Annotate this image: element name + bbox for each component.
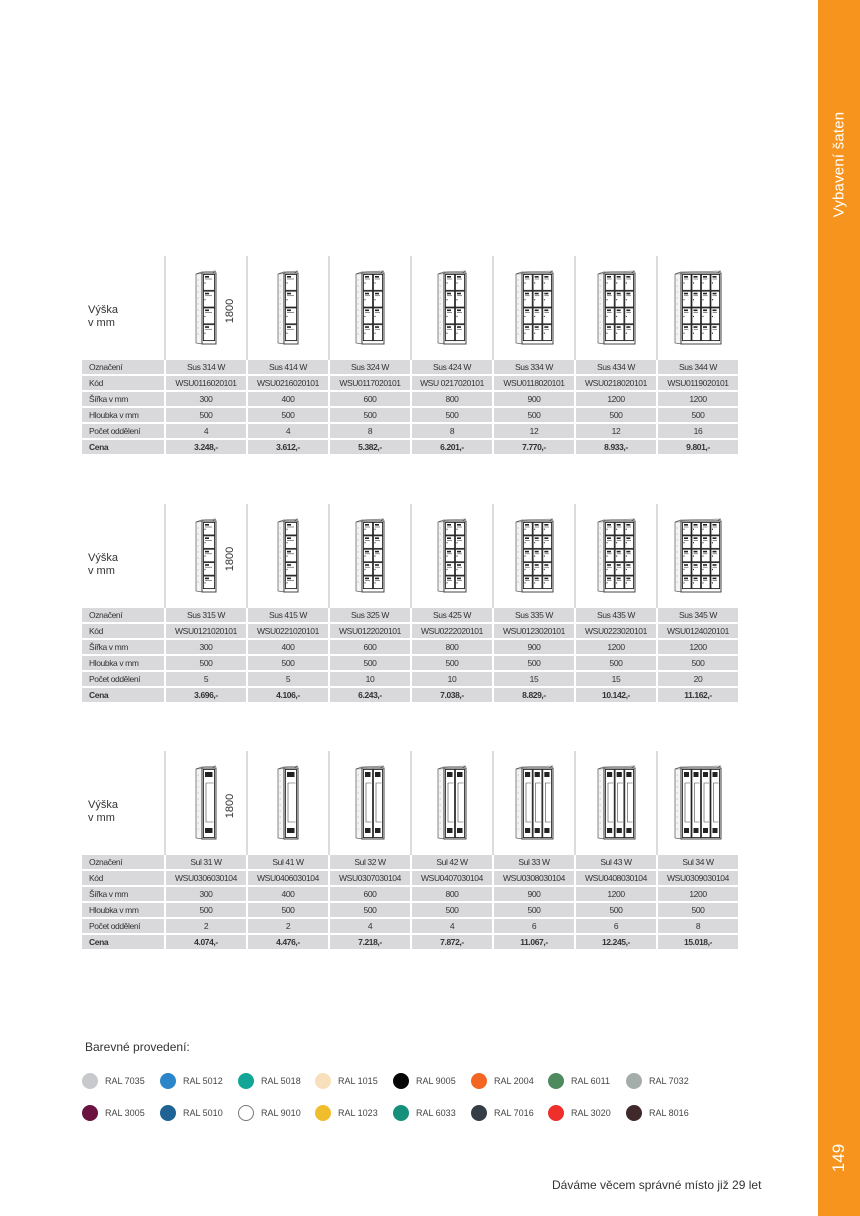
- cell-code: WSU0306030104: [164, 871, 246, 887]
- cell-code: WSU0118020101: [492, 376, 574, 392]
- cell-name: Sul 43 W: [574, 855, 656, 871]
- color-name: RAL 6033: [416, 1108, 456, 1118]
- color-name: RAL 5012: [183, 1076, 223, 1086]
- locker-icon: [597, 518, 636, 594]
- cell-price: 4.476,-: [246, 935, 328, 951]
- color-swatch: [393, 1105, 456, 1121]
- color-swatch: [82, 1073, 145, 1089]
- cell-name: Sus 434 W: [574, 360, 656, 376]
- cell-price: 8.933,-: [574, 440, 656, 456]
- color-dot-icon: [82, 1105, 98, 1121]
- cell-width: 300: [164, 640, 246, 656]
- height-label-line1: Výška: [88, 552, 118, 564]
- locker-icon: [355, 518, 385, 594]
- color-dot-icon: [548, 1105, 564, 1121]
- locker-illustration-cell: [492, 751, 574, 855]
- locker-icon: [355, 765, 385, 841]
- cell-price: 3.612,-: [246, 440, 328, 456]
- cell-compartments: 8: [410, 424, 492, 440]
- cell-code: WSU0221020101: [246, 624, 328, 640]
- table-row: [82, 935, 738, 951]
- cell-compartments: 16: [656, 424, 738, 440]
- spec-table: [82, 855, 738, 951]
- color-dot-icon: [471, 1073, 487, 1089]
- row-label: Označení: [82, 608, 164, 624]
- cell-price: 7.218,-: [328, 935, 410, 951]
- cell-width: 900: [492, 640, 574, 656]
- cell-code: WSU0307030104: [328, 871, 410, 887]
- cell-width: 800: [410, 640, 492, 656]
- color-name: RAL 9005: [416, 1076, 456, 1086]
- color-swatch: [626, 1105, 689, 1121]
- locker-icon: [674, 270, 722, 346]
- row-label: Označení: [82, 360, 164, 376]
- cell-depth: 500: [574, 903, 656, 919]
- locker-icon: [195, 765, 217, 841]
- locker-illustration-cell: [574, 504, 656, 608]
- row-label: Kód: [82, 871, 164, 887]
- locker-illustration-cell: [328, 504, 410, 608]
- cell-width: 400: [246, 392, 328, 408]
- cell-code: WSU0408030104: [574, 871, 656, 887]
- table-row: [82, 672, 738, 688]
- locker-illustration-cell: [492, 256, 574, 360]
- height-label-line2: v mm: [88, 565, 115, 577]
- cell-code: WSU 0217020101: [410, 376, 492, 392]
- colors-title: Barevné provedení:: [85, 1040, 190, 1054]
- cell-depth: 500: [328, 903, 410, 919]
- cell-code: WSU0216020101: [246, 376, 328, 392]
- cell-code: WSU0309030104: [656, 871, 738, 887]
- locker-illustration-cell: [410, 504, 492, 608]
- locker-illustration-cell: [492, 504, 574, 608]
- height-label: [88, 304, 118, 330]
- locker-icon: [437, 518, 467, 594]
- color-swatch: [548, 1105, 611, 1121]
- color-name: RAL 7016: [494, 1108, 534, 1118]
- cell-price: 6.243,-: [328, 688, 410, 704]
- height-value-text: 1800: [223, 793, 236, 819]
- height-label: [88, 799, 118, 825]
- cell-depth: 500: [328, 408, 410, 424]
- cell-width: 900: [492, 887, 574, 903]
- cell-depth: 500: [410, 408, 492, 424]
- color-swatch: [238, 1105, 301, 1121]
- color-dot-icon: [160, 1073, 176, 1089]
- height-label: [88, 552, 118, 578]
- page-number: [818, 1138, 860, 1178]
- table-row: [82, 640, 738, 656]
- locker-illustration-cell: [164, 256, 246, 360]
- table-row: [82, 608, 738, 624]
- cell-width: 300: [164, 887, 246, 903]
- table-row: [82, 871, 738, 887]
- table-row: [82, 855, 738, 871]
- locker-illustration-cell: [656, 256, 738, 360]
- illustration-row: [82, 256, 738, 360]
- cell-compartments: 12: [574, 424, 656, 440]
- locker-illustration-cell: [246, 751, 328, 855]
- locker-illustration-cell: [164, 751, 246, 855]
- cell-price: 11.067,-: [492, 935, 574, 951]
- cell-name: Sus 314 W: [164, 360, 246, 376]
- illustration-row: [82, 504, 738, 608]
- color-name: RAL 5010: [183, 1108, 223, 1118]
- table-row: [82, 440, 738, 456]
- locker-illustration-cell: [574, 751, 656, 855]
- cell-code: WSU0121020101: [164, 624, 246, 640]
- table-row: [82, 903, 738, 919]
- cell-name: Sus 334 W: [492, 360, 574, 376]
- locker-icon: [515, 518, 554, 594]
- product-section: [82, 256, 738, 456]
- cell-name: Sus 435 W: [574, 608, 656, 624]
- row-label: Označení: [82, 855, 164, 871]
- cell-code: WSU0223020101: [574, 624, 656, 640]
- color-name: RAL 7032: [649, 1076, 689, 1086]
- locker-illustration-cell: [410, 751, 492, 855]
- locker-illustration-cell: [246, 504, 328, 608]
- cell-depth: 500: [492, 903, 574, 919]
- height-value-text: 1800: [223, 546, 236, 572]
- row-label: Počet oddělení: [82, 672, 164, 688]
- locker-illustration-cell: [328, 751, 410, 855]
- section-title-text: Vybavení šaten: [830, 111, 848, 217]
- cell-depth: 500: [246, 408, 328, 424]
- cell-compartments: 5: [246, 672, 328, 688]
- row-label: Hloubka v mm: [82, 903, 164, 919]
- color-name: RAL 3005: [105, 1108, 145, 1118]
- cell-width: 1200: [656, 392, 738, 408]
- cell-compartments: 2: [164, 919, 246, 935]
- cell-price: 9.801,-: [656, 440, 738, 456]
- cell-name: Sul 34 W: [656, 855, 738, 871]
- color-dot-icon: [238, 1105, 254, 1121]
- spec-table: [82, 360, 738, 456]
- cell-depth: 500: [328, 656, 410, 672]
- cell-width: 1200: [656, 640, 738, 656]
- row-label: Cena: [82, 688, 164, 704]
- cell-width: 900: [492, 392, 574, 408]
- cell-depth: 500: [574, 656, 656, 672]
- color-dot-icon: [626, 1105, 642, 1121]
- cell-depth: 500: [656, 408, 738, 424]
- cell-width: 800: [410, 392, 492, 408]
- height-label-line2: v mm: [88, 812, 115, 824]
- color-swatch: [471, 1105, 534, 1121]
- locker-icon: [515, 765, 554, 841]
- cell-name: Sus 344 W: [656, 360, 738, 376]
- locker-icon: [674, 518, 722, 594]
- cell-compartments: 4: [410, 919, 492, 935]
- color-dot-icon: [315, 1105, 331, 1121]
- locker-icon: [437, 765, 467, 841]
- locker-icon: [195, 270, 217, 346]
- cell-compartments: 20: [656, 672, 738, 688]
- locker-icon: [515, 270, 554, 346]
- color-swatch: [160, 1105, 223, 1121]
- color-name: RAL 3020: [571, 1108, 611, 1118]
- section-title: [818, 94, 860, 234]
- cell-name: Sul 32 W: [328, 855, 410, 871]
- cell-compartments: 10: [328, 672, 410, 688]
- illustration-row: [82, 751, 738, 855]
- locker-icon: [355, 270, 385, 346]
- cell-compartments: 5: [164, 672, 246, 688]
- cell-name: Sul 41 W: [246, 855, 328, 871]
- color-name: RAL 5018: [261, 1076, 301, 1086]
- color-name: RAL 1023: [338, 1108, 378, 1118]
- cell-price: 11.162,-: [656, 688, 738, 704]
- table-row: [82, 424, 738, 440]
- cell-price: 8.829,-: [492, 688, 574, 704]
- table-row: [82, 887, 738, 903]
- row-label: Hloubka v mm: [82, 408, 164, 424]
- cell-name: Sus 335 W: [492, 608, 574, 624]
- locker-icon: [195, 518, 217, 594]
- row-label: Počet oddělení: [82, 919, 164, 935]
- color-swatch: [393, 1073, 456, 1089]
- cell-name: Sus 425 W: [410, 608, 492, 624]
- cell-compartments: 4: [328, 919, 410, 935]
- cell-code: WSU0406030104: [246, 871, 328, 887]
- cell-depth: 500: [656, 656, 738, 672]
- locker-illustration-cell: [246, 256, 328, 360]
- cell-price: 4.074,-: [164, 935, 246, 951]
- color-swatch: [238, 1073, 301, 1089]
- color-name: RAL 6011: [571, 1076, 611, 1086]
- cell-width: 300: [164, 392, 246, 408]
- cell-compartments: 4: [246, 424, 328, 440]
- cell-width: 1200: [574, 887, 656, 903]
- locker-icon: [597, 765, 636, 841]
- color-dot-icon: [471, 1105, 487, 1121]
- cell-width: 1200: [574, 392, 656, 408]
- cell-depth: 500: [246, 903, 328, 919]
- cell-price: 15.018,-: [656, 935, 738, 951]
- cell-price: 3.696,-: [164, 688, 246, 704]
- cell-code: WSU0218020101: [574, 376, 656, 392]
- cell-compartments: 10: [410, 672, 492, 688]
- color-name: RAL 2004: [494, 1076, 534, 1086]
- cell-compartments: 4: [164, 424, 246, 440]
- table-row: [82, 919, 738, 935]
- cell-name: Sul 33 W: [492, 855, 574, 871]
- cell-depth: 500: [574, 408, 656, 424]
- color-dot-icon: [82, 1073, 98, 1089]
- cell-price: 12.245,-: [574, 935, 656, 951]
- color-swatch: [315, 1073, 378, 1089]
- locker-icon: [277, 270, 299, 346]
- cell-code: WSU0124020101: [656, 624, 738, 640]
- table-row: [82, 688, 738, 704]
- cell-depth: 500: [656, 903, 738, 919]
- locker-illustration-cell: [656, 751, 738, 855]
- color-dot-icon: [238, 1073, 254, 1089]
- cell-code: WSU0123020101: [492, 624, 574, 640]
- cell-name: Sus 324 W: [328, 360, 410, 376]
- table-row: [82, 624, 738, 640]
- cell-code: WSU0117020101: [328, 376, 410, 392]
- color-dot-icon: [393, 1073, 409, 1089]
- cell-price: 3.248,-: [164, 440, 246, 456]
- color-swatch: [160, 1073, 223, 1089]
- height-value-text: 1800: [223, 298, 236, 324]
- locker-illustration-cell: [656, 504, 738, 608]
- cell-compartments: 12: [492, 424, 574, 440]
- cell-depth: 500: [492, 408, 574, 424]
- cell-width: 400: [246, 640, 328, 656]
- cell-width: 600: [328, 887, 410, 903]
- cell-name: Sus 345 W: [656, 608, 738, 624]
- page-number-text: 149: [829, 1143, 848, 1173]
- row-label: Cena: [82, 440, 164, 456]
- height-label-line1: Výška: [88, 799, 118, 811]
- cell-depth: 500: [410, 656, 492, 672]
- color-swatch: [471, 1073, 534, 1089]
- cell-depth: 500: [164, 408, 246, 424]
- locker-illustration-cell: [328, 256, 410, 360]
- cell-compartments: 15: [574, 672, 656, 688]
- cell-compartments: 6: [574, 919, 656, 935]
- height-label-line2: v mm: [88, 317, 115, 329]
- cell-name: Sus 315 W: [164, 608, 246, 624]
- color-dot-icon: [626, 1073, 642, 1089]
- cell-width: 1200: [656, 887, 738, 903]
- row-label: Počet oddělení: [82, 424, 164, 440]
- color-dot-icon: [393, 1105, 409, 1121]
- locker-illustration-cell: [410, 256, 492, 360]
- table-row: [82, 392, 738, 408]
- cell-price: 10.142,-: [574, 688, 656, 704]
- cell-name: Sul 42 W: [410, 855, 492, 871]
- row-label: Kód: [82, 624, 164, 640]
- cell-compartments: 2: [246, 919, 328, 935]
- footer-tagline: Dáváme věcem správné místo již 29 let: [552, 1178, 762, 1192]
- cell-depth: 500: [246, 656, 328, 672]
- cell-code: WSU0116020101: [164, 376, 246, 392]
- cell-width: 600: [328, 392, 410, 408]
- locker-icon: [277, 765, 299, 841]
- row-label: Šířka v mm: [82, 640, 164, 656]
- locker-illustration-cell: [574, 256, 656, 360]
- color-name: RAL 9010: [261, 1108, 301, 1118]
- cell-price: 7.770,-: [492, 440, 574, 456]
- color-name: RAL 7035: [105, 1076, 145, 1086]
- cell-width: 600: [328, 640, 410, 656]
- cell-depth: 500: [410, 903, 492, 919]
- color-dot-icon: [315, 1073, 331, 1089]
- cell-name: Sus 414 W: [246, 360, 328, 376]
- cell-compartments: 8: [328, 424, 410, 440]
- cell-width: 400: [246, 887, 328, 903]
- cell-width: 1200: [574, 640, 656, 656]
- color-dot-icon: [160, 1105, 176, 1121]
- cell-code: WSU0119020101: [656, 376, 738, 392]
- row-label: Cena: [82, 935, 164, 951]
- table-row: [82, 408, 738, 424]
- color-swatch: [548, 1073, 610, 1089]
- cell-price: 5.382,-: [328, 440, 410, 456]
- cell-name: Sus 325 W: [328, 608, 410, 624]
- color-swatch: [315, 1105, 378, 1121]
- row-label: Hloubka v mm: [82, 656, 164, 672]
- cell-code: WSU0407030104: [410, 871, 492, 887]
- cell-width: 800: [410, 887, 492, 903]
- color-dot-icon: [548, 1073, 564, 1089]
- color-swatch: [626, 1073, 689, 1089]
- color-name: RAL 8016: [649, 1108, 689, 1118]
- row-label: Kód: [82, 376, 164, 392]
- cell-depth: 500: [492, 656, 574, 672]
- table-row: [82, 360, 738, 376]
- cell-price: 6.201,-: [410, 440, 492, 456]
- product-section: [82, 504, 738, 704]
- locker-icon: [437, 270, 467, 346]
- color-name: RAL 1015: [338, 1076, 378, 1086]
- locker-icon: [597, 270, 636, 346]
- cell-depth: 500: [164, 903, 246, 919]
- cell-name: Sus 415 W: [246, 608, 328, 624]
- cell-depth: 500: [164, 656, 246, 672]
- cell-name: Sus 424 W: [410, 360, 492, 376]
- cell-compartments: 8: [656, 919, 738, 935]
- table-row: [82, 656, 738, 672]
- height-label-line1: Výška: [88, 304, 118, 316]
- spec-table: [82, 608, 738, 704]
- table-row: [82, 376, 738, 392]
- cell-price: 7.872,-: [410, 935, 492, 951]
- locker-icon: [277, 518, 299, 594]
- locker-illustration-cell: [164, 504, 246, 608]
- cell-price: 7.038,-: [410, 688, 492, 704]
- product-section: [82, 751, 738, 951]
- cell-code: WSU0222020101: [410, 624, 492, 640]
- cell-price: 4.106,-: [246, 688, 328, 704]
- row-label: Šířka v mm: [82, 887, 164, 903]
- cell-name: Sul 31 W: [164, 855, 246, 871]
- cell-code: WSU0122020101: [328, 624, 410, 640]
- locker-icon: [674, 765, 722, 841]
- color-swatch: [82, 1105, 145, 1121]
- cell-compartments: 6: [492, 919, 574, 935]
- row-label: Šířka v mm: [82, 392, 164, 408]
- cell-code: WSU0308030104: [492, 871, 574, 887]
- cell-compartments: 15: [492, 672, 574, 688]
